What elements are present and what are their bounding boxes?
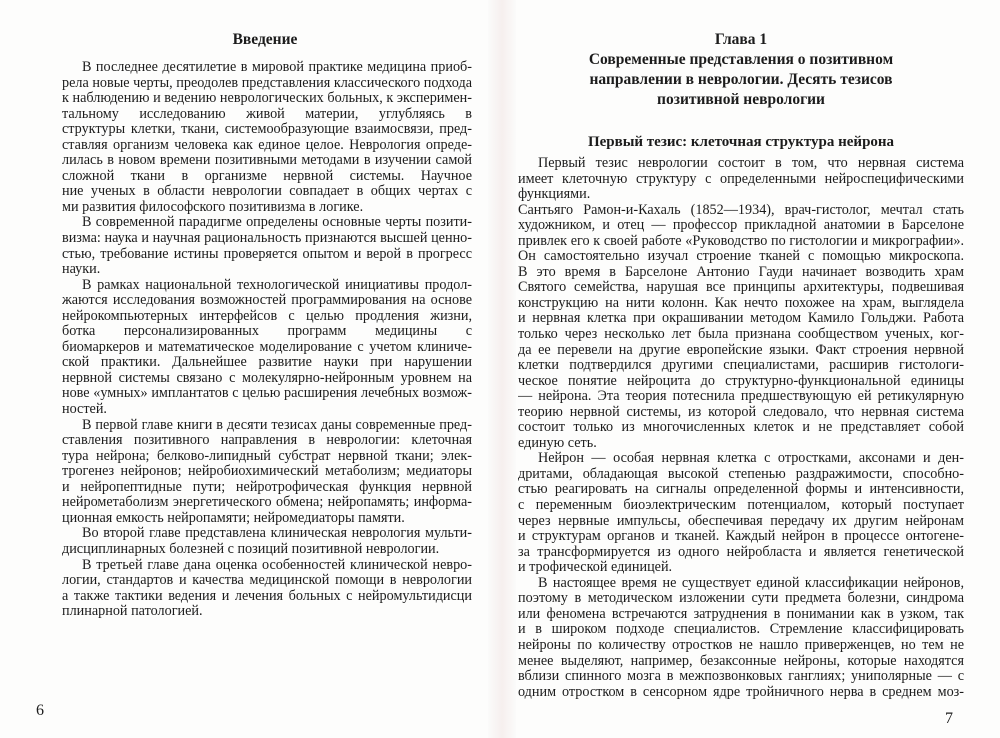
intro-heading: Введение bbox=[232, 31, 298, 48]
page-number-right: 7 bbox=[945, 710, 953, 727]
text-line: и трофической единицей. bbox=[518, 560, 673, 576]
text-line: или феномена встречаются затруднения в понимании как в узком, так bbox=[518, 606, 964, 622]
text-line: вблизи спинного мозга в межпозвонковых ганглиях; униполярные — с bbox=[518, 669, 964, 685]
text-line: теорию нервной системы, из которой следовало, что нервная система bbox=[518, 404, 964, 420]
chapter-title-line: позитивной неврологии bbox=[657, 91, 825, 108]
text-line: стью реагировать на сигналы определенной формы и интенсивности, bbox=[518, 482, 964, 498]
text-line: рела новые черты, преодолев представления классического подхода bbox=[62, 75, 472, 91]
text-line: художником, и отец — профессор прикладной анатомии в Барселоне bbox=[518, 218, 964, 234]
right-page-text bbox=[518, 156, 964, 700]
text-line: одним отростком в сенсорном ядре тройничного нерва в среднем моз- bbox=[518, 684, 964, 700]
text-line: Во второй главе представлена клиническая неврология мульти- bbox=[82, 526, 472, 542]
text-line: В современной парадигме определены основные черты позити- bbox=[82, 215, 472, 231]
right-page bbox=[505, 0, 1000, 738]
text-line: ставления позитивного направления в неврологии: клеточная bbox=[62, 433, 472, 449]
text-line: и нейропептидные пути; нейротрофическая функция нервной bbox=[62, 479, 472, 495]
text-line: и нервная клетка при окрашивании методом Камило Гольджи. Работа bbox=[518, 311, 964, 327]
text-line: за трансформируется из одного нейробласта и является генетической bbox=[518, 544, 964, 560]
text-line: Святого семейства, нарушая все принципы архитектуры, подвешивая bbox=[518, 280, 964, 296]
text-line: В третьей главе дана оценка особенностей клинической невро- bbox=[82, 557, 472, 573]
text-line: ческое понятие нейроцита до структурно-функциональной единицы bbox=[518, 373, 964, 389]
text-line: через нервные импульсы, обеспечивая передачу их другим нейронам bbox=[518, 513, 964, 529]
text-line: нейрокомпьютерных интерфейсов с целью продления жизни, bbox=[62, 308, 472, 324]
paragraph bbox=[62, 418, 472, 527]
text-line: Первый тезис неврологии состоит в том, что нервная система bbox=[538, 156, 964, 171]
chapter-label: Глава 1 bbox=[714, 31, 768, 48]
text-line: В рамках национальной технологической инициативы продол- bbox=[82, 277, 472, 293]
text-line: к наблюдению и ведению неврологических больных, к эксперимен- bbox=[62, 91, 472, 107]
text-line: нервной системы связано с молекулярно-нейронным уровнем на bbox=[62, 370, 472, 386]
text-line: В первой главе книги в десяти тезисах даны современные пред- bbox=[82, 417, 472, 433]
text-line: ставляя организм человека как единое целое. Неврология опреде- bbox=[62, 137, 472, 153]
section-heading: Первый тезис: клеточная структура нейрона bbox=[587, 134, 895, 150]
text-line: жаются исследования возможностей программирования на основе bbox=[62, 293, 472, 309]
page-number-left: 6 bbox=[36, 702, 44, 719]
text-line: логии, стандартов и качества медицинской помощи в неврологии bbox=[62, 573, 472, 589]
text-line: функциями. bbox=[518, 187, 591, 203]
text-line: нове «умных» имплантатов с целью расширения лечебных возмож- bbox=[62, 386, 472, 402]
text-line: имеет клеточную структуру с определенными нейроспецифическими bbox=[518, 171, 964, 187]
paragraph bbox=[62, 215, 472, 277]
paragraph bbox=[518, 576, 964, 700]
text-line: ционная емкость нейропамяти; нейромедиаторы памяти. bbox=[62, 510, 405, 526]
text-line: Он самостоятельно изучал строение тканей с помощью микроскопа. bbox=[518, 249, 964, 265]
text-line: единую сеть. bbox=[518, 435, 597, 451]
text-line: ми развития философского позитивизма в логике. bbox=[62, 199, 364, 215]
text-line: биомаркеров и математическое моделирование с учетом клиниче- bbox=[62, 339, 472, 355]
text-line: ностей. bbox=[62, 402, 107, 418]
text-line: визма: наука и научная рациональность признаются высшей ценно- bbox=[62, 231, 472, 247]
text-line: стью, требование истины проверяется опытом и верой в прогресс bbox=[62, 246, 472, 262]
text-line: лилась в новом времени позитивными методами в изучении самой bbox=[62, 153, 472, 169]
text-line: и в широком подходе специалистов. Стремление классифицировать bbox=[518, 622, 964, 638]
text-line: с переменным биоэлектрическим потенциалом, который поступает bbox=[518, 498, 964, 514]
text-line: а также тактики ведения и лечения больных с нейромультидисци bbox=[62, 588, 472, 604]
paragraph bbox=[518, 203, 964, 452]
paragraph bbox=[62, 558, 472, 620]
text-line: клетки подтвердился другими специалистами, расширив гистологи- bbox=[518, 358, 964, 374]
text-line: только через несколько лет была признана сообществом ученых, ког- bbox=[518, 327, 964, 343]
paragraph bbox=[62, 278, 472, 418]
text-line: структуры клетки, ткани, системообразующие взаимосвязи, пред- bbox=[62, 122, 472, 138]
text-line: Сантьяго Рамон-и-Кахаль (1852—1934), врач-гистолог, мечтал стать bbox=[518, 202, 964, 218]
text-line: ние ученых в области неврологии совпадает в общих чертах с bbox=[62, 184, 472, 200]
text-line: нейроны по количеству отростков не нашло приверженцев, но тем не bbox=[518, 637, 964, 653]
text-line: Нейрон — особая нервная клетка с отростками, аксонами и ден- bbox=[538, 451, 964, 467]
text-line: менее выделяют, например, безаксонные нейроны, которые находятся bbox=[518, 653, 964, 669]
text-line: и структурам органов и тканей. Каждый нейрон в процессе онтогене- bbox=[518, 529, 964, 545]
text-line: ской практики. Дальнейшее развитие науки при нарушении bbox=[62, 355, 472, 371]
paragraph bbox=[62, 60, 472, 215]
text-line: нейрометаболизм энергетического обмена; нейропамять; информа- bbox=[62, 495, 472, 511]
text-line: тальному исследованию живой материи, углубляясь в bbox=[62, 106, 472, 122]
left-page-text bbox=[62, 60, 472, 620]
text-line: привлек его к своей работе «Руководство по гистологии и микрографии». bbox=[518, 233, 964, 249]
text-line: конструкцию на нити колонн. Как нечто похожее на храм, выглядела bbox=[518, 295, 964, 311]
text-line: поэтому в методическом изложении сути предмета болезни, синдрома bbox=[518, 591, 964, 607]
text-line: — нейрона. Эта теория потеснила предшествующую ей ретикулярную bbox=[518, 389, 964, 405]
text-line: сложной ткани в организме нервной системы. Научное bbox=[62, 168, 472, 184]
text-line: ботка персонализированных программ медицины с bbox=[62, 324, 472, 340]
paragraph bbox=[518, 451, 964, 575]
text-line: плинарной патологией. bbox=[62, 604, 203, 620]
text-line: В настоящее время не существует единой классификации нейронов, bbox=[538, 575, 964, 591]
chapter-title-line: направлении в неврологии. Десять тезисов bbox=[589, 71, 893, 88]
text-line: трогенез нейронов; нейробиохимический метаболизм; медиаторы bbox=[62, 464, 472, 480]
text-line: да ее перевели на другие европейские языки. Факт строения нервной bbox=[518, 342, 964, 358]
text-line: В это время в Барселоне Антонио Гауди начинает возводить храм bbox=[518, 264, 964, 280]
text-line: науки. bbox=[62, 262, 101, 278]
chapter-title-line: Современные представления о позитивном bbox=[588, 51, 894, 68]
text-line: тура нейрона; белково-липидный субстрат нервной ткани; элек- bbox=[62, 448, 472, 464]
text-line: дритами, обладающая высокой степенью раздражимости, способно- bbox=[518, 466, 964, 482]
text-line: состоит только из многочисленных клеток и не представляет собой bbox=[518, 420, 964, 436]
text-line: дисциплинарных болезней с позиций позитивной неврологии. bbox=[62, 541, 440, 557]
paragraph bbox=[62, 526, 472, 557]
text-line: В последнее десятилетие в мировой практике медицина приоб- bbox=[82, 60, 472, 75]
paragraph bbox=[518, 156, 964, 203]
